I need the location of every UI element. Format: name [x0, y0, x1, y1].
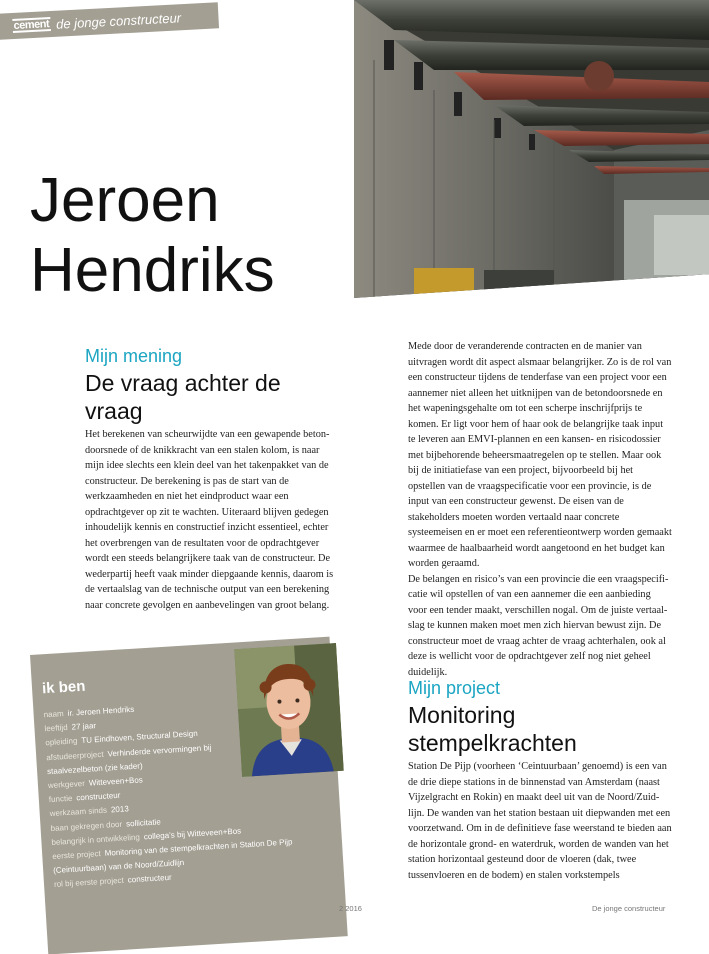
opinion-continuation [408, 339, 672, 680]
profile-value: (Ceintuurbaan) van de Noord/Zuidlijn [52, 858, 185, 876]
person-name [30, 166, 275, 306]
profile-value: 2013 [110, 804, 130, 815]
footer-section: De jonge constructeur [592, 904, 666, 913]
profile-value: 27 jaar [71, 721, 97, 732]
profile-key: belangrijk in ontwikkeling [51, 832, 141, 847]
profile-key: werkzaam sinds [49, 806, 108, 819]
profile-key: naam [43, 709, 64, 720]
person-first-name: Jeroen [30, 166, 220, 235]
construction-photo [354, 0, 709, 298]
profile-value: constructeur [76, 790, 121, 803]
profile-value: constructeur [127, 873, 172, 885]
project-body: Station De Pijp (voorheen ‘Ceintuurbaan’ genoemd) is een van de drie diepe stations in de binnenstad van Amsterdam (naast Vijzelgracht en Rokin) en maakt deel uit van de Noord/Zuidlijn. De wanden van het station bestaan uit diepwanden met een voorzetwand. Om in de definitieve fase weerstand te bieden aan de horizontale grond- en waterdruk, worden de wanden van het station horizontaal gesteund door de vloeren (dak, twee tussenvloeren en de bodem) en stalen vorkstempels [408, 761, 672, 881]
profile-key: opleiding [45, 736, 78, 748]
project-heading: Monitoring stempelkrachten [408, 702, 577, 756]
profile-value: Verhinderde vervormingen bij [107, 742, 212, 759]
footer-issue: 2 2016 [339, 904, 362, 913]
section-label: de jonge constructeur [55, 9, 182, 32]
profile-key: eerste project [52, 849, 101, 862]
opinion-section [85, 346, 335, 613]
profile-value: collega’s bij Witteveen+Bos [143, 826, 242, 842]
section-tag [0, 2, 219, 40]
project-kicker: Mijn project [408, 678, 501, 698]
profile-value: Monitoring van de stempelkrachten in Station De Pijp [104, 837, 293, 858]
profile-value: TU Eindhoven, Structural Design [81, 729, 198, 746]
opinion-continuation-text-2: De belangen en risico’s van een provincie die een vraagspecificatie wil opstellen of van een aannemer die een aanbieding voor een tender maakt, verschillen nogal. Om de juiste vertaalslag te kunnen maken moet men zich hiervan bewust zijn. De constructeur moet de vraag achter de vraag achterhalen, ook al deze is wellicht voor de opdrachtgever zelf nog niet geheel duidelijk. [408, 573, 669, 678]
profile-value: staalvezelbeton (zie kader) [46, 761, 143, 776]
profile-title: ik ben [41, 677, 86, 698]
profile-key: werkgever [47, 778, 86, 791]
profile-key: afstudeerproject [46, 749, 104, 762]
profile-value: Witteveen+Bos [88, 775, 144, 788]
opinion-heading: De vraag achter de vraag [85, 370, 281, 424]
profile-key: functie [48, 793, 73, 805]
project-section [408, 678, 672, 883]
profile-value: sollicitatie [125, 816, 161, 829]
opinion-kicker: Mijn mening [85, 346, 183, 366]
magazine-logo: cement [13, 18, 50, 32]
profile-value: ir. Jeroen Hendriks [67, 704, 135, 718]
profile-key: baan gekregen door [50, 819, 123, 833]
portrait-photo [234, 643, 344, 777]
profile-key: leeftijd [44, 723, 68, 734]
person-last-name: Hendriks [30, 236, 275, 305]
opinion-body: Het berekenen van scheurwijdte van een gewapende betondoorsnede of de knikkracht van een stalen kolom, is naar mijn idee slechts een klein deel van het takenpakket van de constructeur. De berekening is pas de start van de werkzaamheden en niet het eindproduct waar een opdrachtgever op zit te wachten. Uiteraard blijven gedegen inhoudelijk kennis en constructief inzicht essentieel, echter het overbrengen van de resultaten voor de opdrachtgever wordt een steeds belangrijkere taak van de constructeur. De wederpartij heeft vaak minder diepgaande kennis, daarom is de vertaalslag van de technische output van een berekening naar concrete gevolgen en aanbevelingen van groot belang. [85, 429, 334, 611]
profile-key: rol bij eerste project [53, 876, 125, 890]
opinion-continuation-text: Mede door de veranderende contracten en de manier van uitvragen wordt dit aspect alsmaar belangrijker. Zo is de rol van een constructeur tijdens de tenderfase van een project voor een aannemer niet alleen het uitknijpen van de betondoorsnede en het wapeningsgehalte om tot een scherpe inschrijfprijs te komen. Er ligt voor hem of haar ook de belangrijke taak input te leveren aan EMVI-plannen en een kansen- en risicodossier met bijbehorende beheersmaatregelen op te stellen. Maar ook bij de initiatiefase van een project, bijvoorbeeld bij het opstellen van de vraagspecificatie voor een provincie, is de input van een constructeur gewenst. De eisen van de stakeholders moeten worden vertaald naar concrete systeemeisen en er moet een referentieontwerp worden gemaakt waarmee de haalbaarheid wordt aangetoond en het budget kan worden geraamd. [408, 341, 672, 569]
